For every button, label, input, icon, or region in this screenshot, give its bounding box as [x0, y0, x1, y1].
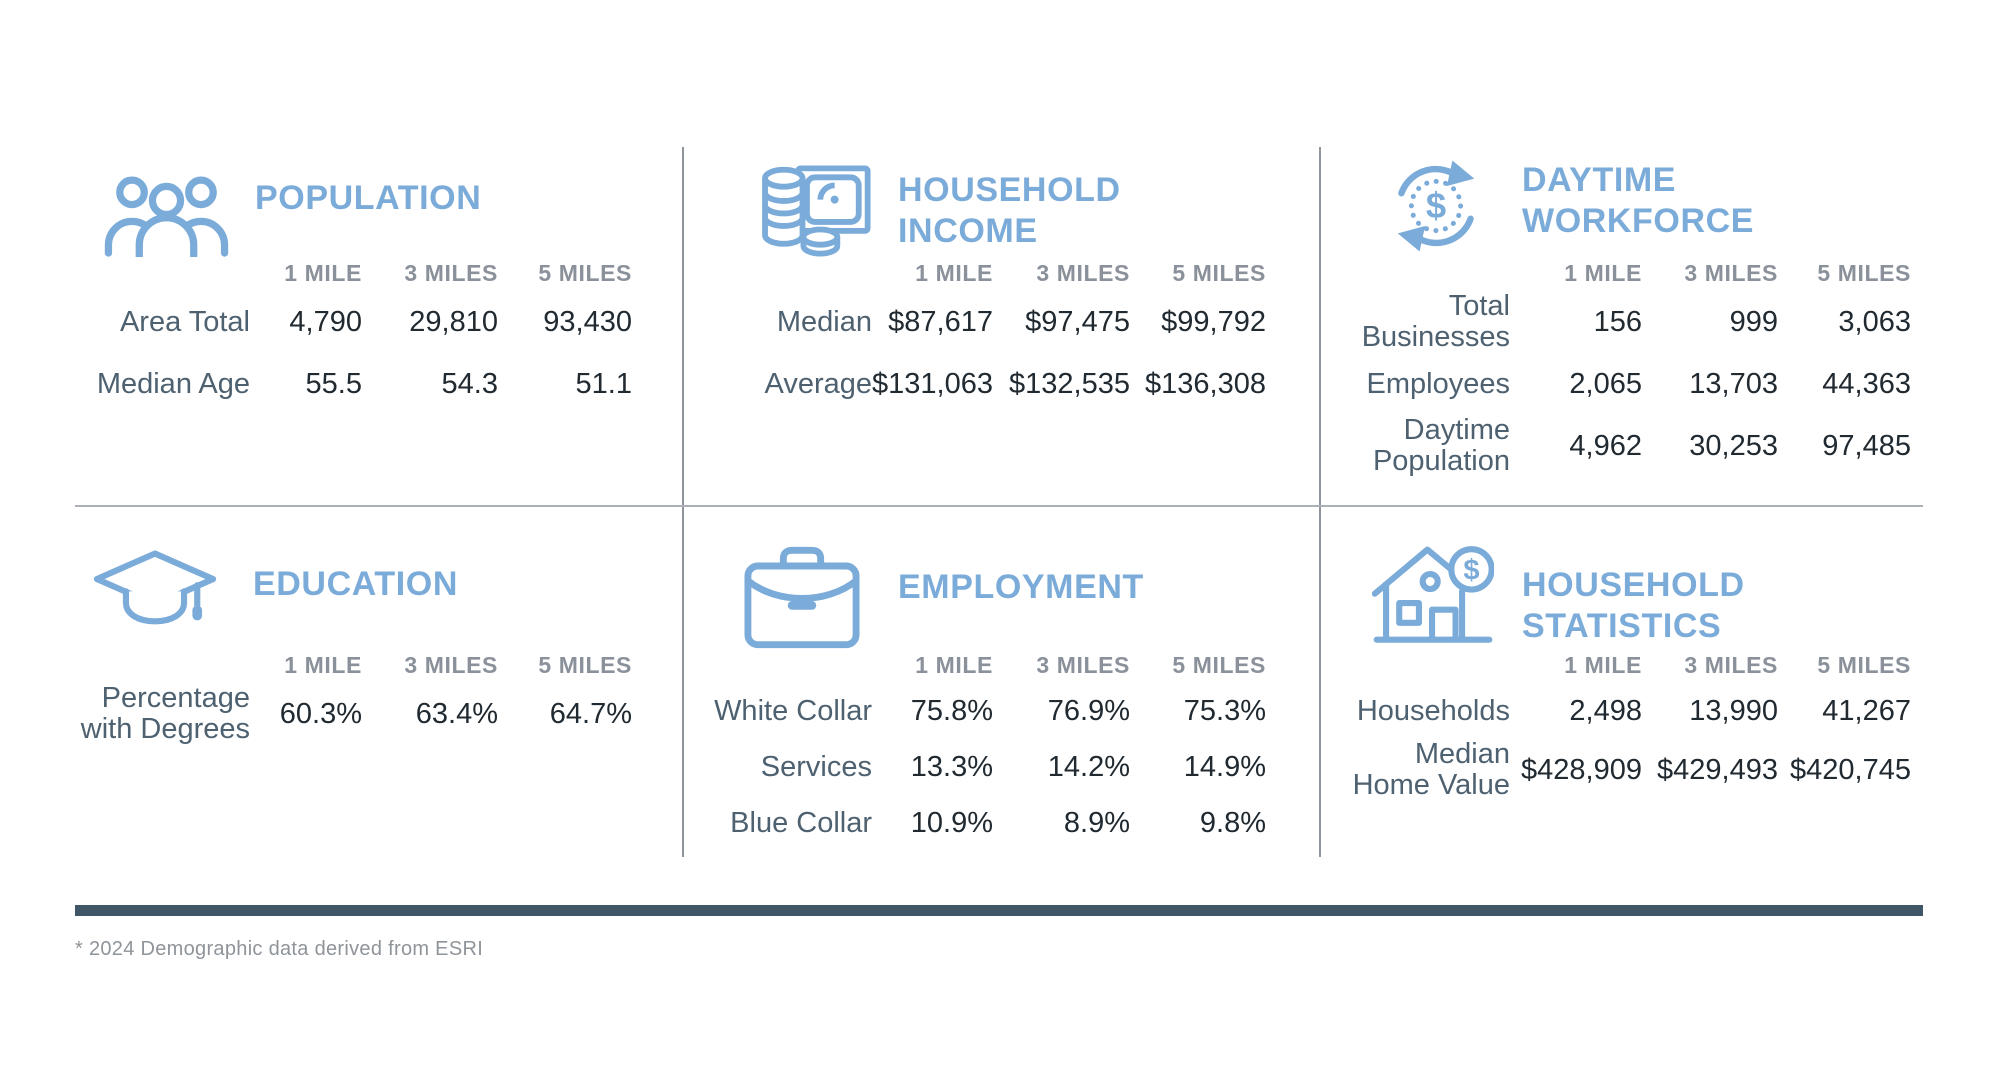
- table-header-row: [75, 255, 683, 291]
- table-row: [683, 739, 1320, 795]
- cell-value: 29,810: [409, 305, 498, 338]
- cell-value: $87,617: [888, 305, 993, 338]
- label-line: Percentage: [101, 682, 250, 714]
- row-label: [1320, 415, 1510, 477]
- label-line: White Collar: [714, 694, 872, 727]
- cell-value: 3,063: [1838, 305, 1911, 338]
- title-line: STATISTICS: [1522, 607, 1722, 645]
- cell-value: 10.9%: [910, 806, 993, 839]
- table-header-row: [1320, 647, 1925, 683]
- table-header-row: [1320, 255, 1925, 291]
- section-household-income: [683, 115, 1320, 507]
- cell-value: 44,363: [1822, 367, 1911, 400]
- coins-cash-icon: [756, 155, 874, 271]
- row-label: [683, 696, 872, 727]
- label-line: Median: [1414, 738, 1510, 770]
- table-row: [1320, 291, 1925, 353]
- label-line: Businesses: [1361, 321, 1510, 353]
- cell-value: 51.1: [575, 367, 632, 400]
- table-row: [683, 683, 1320, 739]
- cell-value: 999: [1729, 305, 1778, 338]
- column-header: 3 MILES: [1036, 259, 1130, 286]
- label-line: Daytime: [1403, 414, 1510, 446]
- label-line: Home Value: [1352, 769, 1510, 801]
- row-label: [1320, 739, 1510, 801]
- graduation-cap-icon: [89, 543, 221, 645]
- education-table: [75, 647, 683, 745]
- cell-value: 14.2%: [1047, 750, 1130, 783]
- table-header-row: [75, 647, 683, 683]
- section-title: [255, 178, 481, 219]
- cycle-dollar-icon: [1385, 152, 1487, 260]
- section-title: [253, 564, 458, 605]
- section-title: [898, 567, 1144, 608]
- cell-value: 4,790: [289, 305, 362, 338]
- cell-value: $136,308: [1145, 367, 1266, 400]
- column-header: 1 MILE: [915, 259, 993, 286]
- table-row: [683, 795, 1320, 851]
- row-label: [683, 808, 872, 839]
- cell-value: 75.8%: [910, 694, 993, 727]
- label-line: Households: [1356, 694, 1510, 727]
- table-row: [683, 291, 1320, 353]
- label-line: Total: [1448, 290, 1510, 322]
- cell-value: 64.7%: [549, 697, 632, 730]
- row-label: [75, 683, 250, 745]
- title-line: WORKFORCE: [1522, 202, 1755, 240]
- label-line: Median: [776, 305, 872, 338]
- cell-value: $132,535: [1009, 367, 1130, 400]
- population-table: [75, 255, 683, 415]
- cell-value: 13.3%: [910, 750, 993, 783]
- title-line: HOUSEHOLD: [898, 171, 1121, 209]
- cell-value: 63.4%: [415, 697, 498, 730]
- svg-text:$: $: [1425, 184, 1447, 226]
- title-line: INCOME: [898, 212, 1038, 250]
- cell-value: 2,498: [1569, 694, 1642, 727]
- column-header: 1 MILE: [284, 259, 362, 286]
- row-label: [75, 369, 250, 400]
- column-header: 1 MILE: [284, 651, 362, 678]
- table-row: [1320, 738, 1925, 801]
- column-header: 5 MILES: [1172, 651, 1266, 678]
- row-label: [1320, 291, 1510, 353]
- daytime-workforce-table: [1320, 255, 1925, 477]
- label-line: Services: [760, 750, 872, 783]
- label-line: Median Age: [96, 367, 250, 400]
- cell-value: 13,990: [1689, 694, 1778, 727]
- footnote: * 2024 Demographic data derived from ESRI: [75, 938, 484, 960]
- cell-value: 9.8%: [1199, 806, 1266, 839]
- column-header: 5 MILES: [538, 259, 632, 286]
- table-row: [75, 353, 683, 415]
- cell-value: 60.3%: [279, 697, 362, 730]
- cell-value: $420,745: [1790, 753, 1911, 786]
- household-income-table: [683, 255, 1320, 415]
- column-header: 3 MILES: [404, 259, 498, 286]
- table-header-row: [683, 255, 1320, 291]
- column-header: 3 MILES: [1684, 651, 1778, 678]
- label-line: Area Total: [119, 305, 250, 338]
- table-row: [75, 291, 683, 353]
- column-header: 3 MILES: [404, 651, 498, 678]
- employment-table: [683, 647, 1320, 851]
- cell-value: $97,475: [1025, 305, 1130, 338]
- label-line: Employees: [1366, 367, 1510, 400]
- horizontal-divider: [75, 505, 1923, 507]
- section-population: [75, 115, 683, 507]
- cell-value: $131,063: [872, 367, 993, 400]
- vertical-divider: [1319, 147, 1321, 857]
- vertical-divider: [682, 147, 684, 857]
- svg-text:$: $: [1463, 554, 1480, 587]
- household-statistics-table: [1320, 647, 1925, 801]
- people-icon: [103, 173, 230, 257]
- section-title: [898, 170, 1121, 252]
- cell-value: 54.3: [441, 367, 498, 400]
- column-header: 1 MILE: [915, 651, 993, 678]
- column-header: 1 MILE: [1564, 651, 1642, 678]
- row-label: [683, 307, 872, 338]
- section-title: [1522, 565, 1745, 647]
- title-line: EDUCATION: [253, 565, 458, 603]
- title-line: EMPLOYMENT: [898, 568, 1144, 606]
- column-header: 3 MILES: [1684, 259, 1778, 286]
- title-line: HOUSEHOLD: [1522, 566, 1745, 604]
- row-label: [683, 752, 872, 783]
- row-label: [1320, 696, 1510, 727]
- footer-accent-bar: [75, 905, 1923, 916]
- cell-value: 14.9%: [1183, 750, 1266, 783]
- house-dollar-icon: [1372, 541, 1494, 653]
- cell-value: 8.9%: [1063, 806, 1130, 839]
- column-header: 5 MILES: [1817, 259, 1911, 286]
- column-header: 5 MILES: [1172, 259, 1266, 286]
- cell-value: $429,493: [1657, 753, 1778, 786]
- section-household-statistics: [1320, 507, 1925, 857]
- cell-value: 2,065: [1569, 367, 1642, 400]
- column-header: 5 MILES: [538, 651, 632, 678]
- row-label: [683, 369, 872, 400]
- cell-value: 156: [1593, 305, 1642, 338]
- briefcase-icon: [743, 539, 861, 652]
- column-header: 1 MILE: [1564, 259, 1642, 286]
- cell-value: 76.9%: [1047, 694, 1130, 727]
- cell-value: $428,909: [1521, 753, 1642, 786]
- label-line: Blue Collar: [730, 806, 872, 839]
- cell-value: 30,253: [1689, 429, 1778, 462]
- section-daytime-workforce: [1320, 115, 1925, 507]
- title-line: DAYTIME: [1522, 161, 1677, 199]
- cell-value: 13,703: [1689, 367, 1778, 400]
- table-row: [1320, 415, 1925, 477]
- cell-value: 93,430: [543, 305, 632, 338]
- cell-value: 4,962: [1569, 429, 1642, 462]
- table-row: [683, 353, 1320, 415]
- section-title: [1522, 160, 1754, 242]
- title-line: POPULATION: [255, 179, 482, 217]
- cell-value: 75.3%: [1183, 694, 1266, 727]
- label-line: Population: [1372, 445, 1510, 477]
- label-line: with Degrees: [80, 713, 250, 745]
- label-line: Average: [764, 367, 872, 400]
- section-employment: [683, 507, 1320, 857]
- table-row: [75, 682, 683, 745]
- row-label: [1320, 369, 1510, 400]
- column-header: 3 MILES: [1036, 651, 1130, 678]
- row-label: [75, 307, 250, 338]
- table-header-row: [683, 647, 1320, 683]
- cell-value: $99,792: [1161, 305, 1266, 338]
- cell-value: 55.5: [305, 367, 362, 400]
- table-row: [1320, 353, 1925, 415]
- cell-value: 97,485: [1822, 429, 1911, 462]
- cell-value: 41,267: [1822, 694, 1911, 727]
- column-header: 5 MILES: [1817, 651, 1911, 678]
- section-education: [75, 507, 683, 857]
- table-row: [1320, 683, 1925, 739]
